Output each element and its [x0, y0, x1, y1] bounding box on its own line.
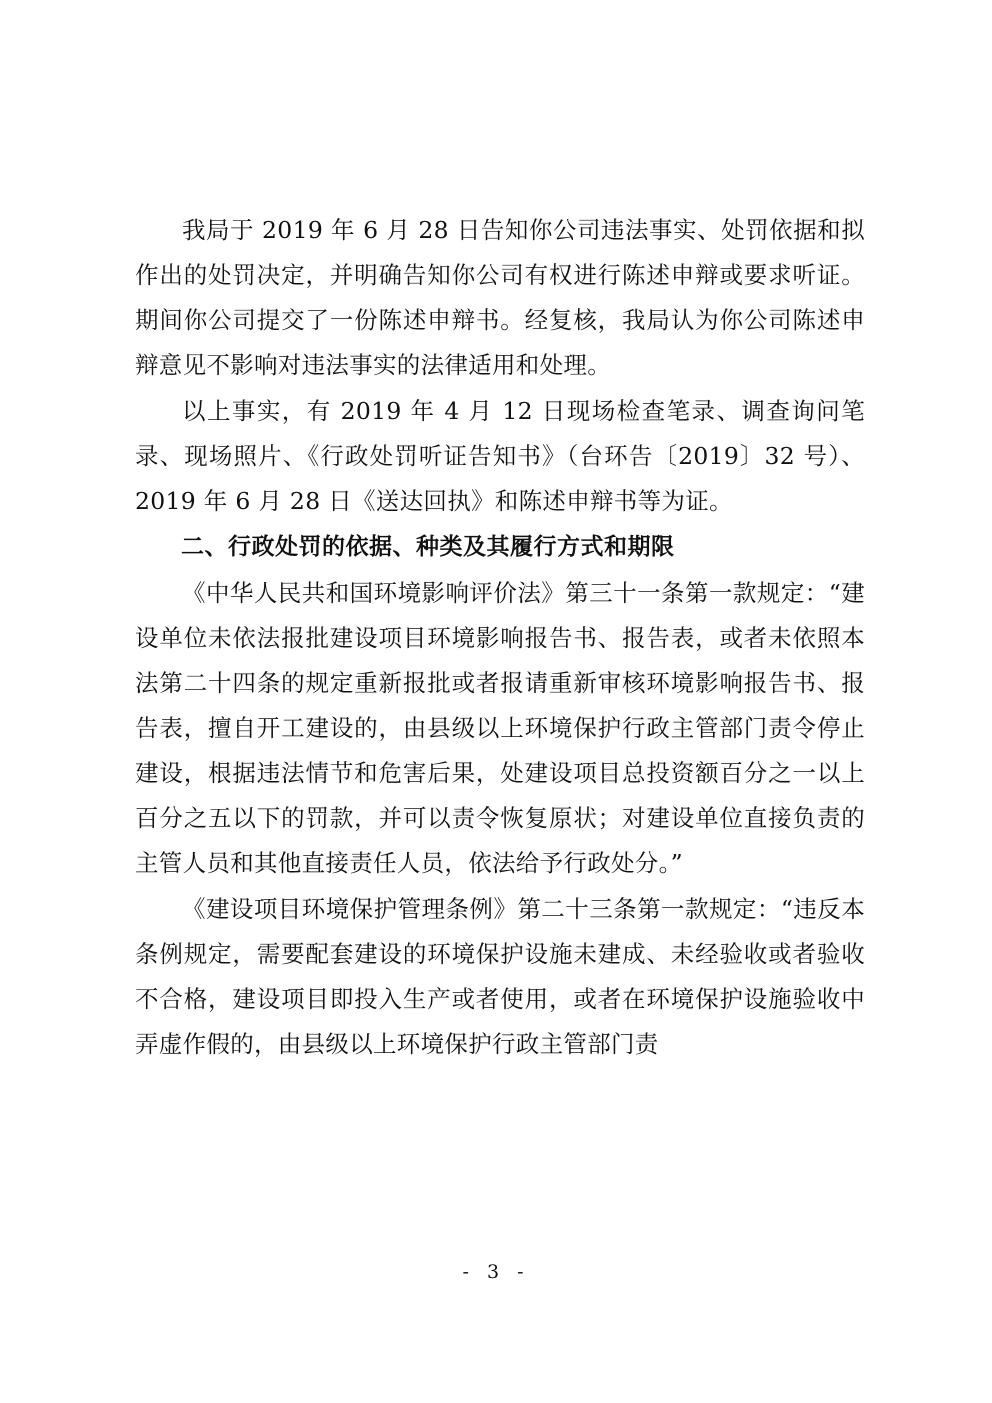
section-heading-penalty-basis: 二、行政处罚的依据、种类及其履行方式和期限 — [181, 534, 675, 560]
page-number: - 3 - — [462, 1261, 530, 1283]
document-body — [135, 208, 865, 1068]
paragraph-eia-law-article: 《中华人民共和国环境影响评价法》第三十一条第一款规定：“建设单位未依法报批建设项目环境影响报告书、报告表，或者未依照本法第二十四条的规定重新报批或者报请重新审核环境影响报告书、报告表，擅自开工建设的，由县级以上环境保护行政主管部门责令停止建设，根据违法情节和危害后果，处建设项目总投资额百分之一以上百分之五以下的罚款，并可以责令恢复原状；对建设单位直接负责的主管人员和其他直接责任人员，依法给予行政处分。” — [135, 579, 865, 877]
paragraph-notice-review: 我局于 2019 年 6 月 28 日告知你公司违法事实、处罚依据和拟作出的处罚决定，并明确告知你公司有权进行陈述申辩或要求听证。期间你公司提交了一份陈述申辩书。经复核，我局认为你公司陈述申辩意见不影响对违法事实的法律适用和处理。 — [135, 216, 865, 379]
paragraph-evidence: 以上事实，有 2019 年 4 月 12 日现场检查笔录、调查询问笔录、现场照片、《行政处罚听证告知书》（台环告〔2019〕32 号）、2019 年 6 月 28 日《送达回执》和陈述申辩书等为证。 — [135, 397, 865, 515]
paragraph-regulation-article: 《建设项目环境保护管理条例》第二十三条第一款规定：“违反本条例规定，需要配套建设的环境保护设施未建成、未经验收或者验收不合格，建设项目即投入生产或者使用，或者在环境保护设施验收中弄虚作假的，由县级以上环境保护行政主管部门责 — [135, 895, 865, 1058]
